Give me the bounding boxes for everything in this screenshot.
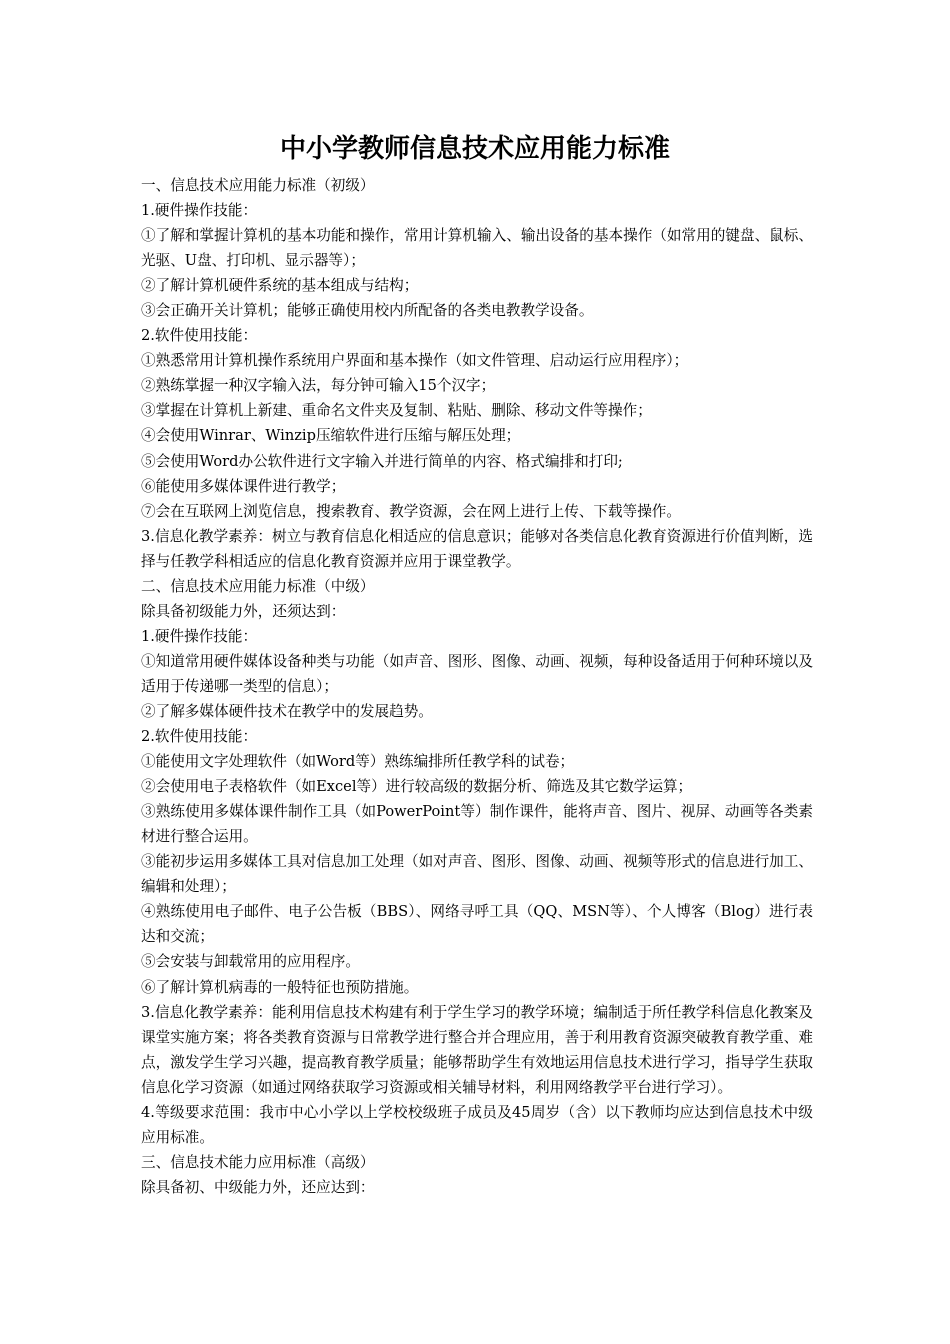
- paragraph: 3.信息化教学素养：树立与教育信息化相适应的信息意识；能够对各类信息化教育资源进行价值判断，选择与任教学科相适应的信息化教育资源并应用于课堂教学。: [141, 527, 813, 570]
- subsection-heading: 1.硬件操作技能：: [141, 627, 258, 645]
- list-item: ①能使用文字处理软件（如Word等）熟练编排所任教学科的试卷；: [141, 753, 575, 771]
- document-body: [141, 173, 813, 1200]
- list-item: ④熟练使用电子邮件、电子公告板（BBS）、网络寻呼工具（QQ、MSN等）、个人博客（Blog）进行表达和交流；: [141, 903, 813, 946]
- section-heading: 二、信息技术应用能力标准（中级）: [141, 577, 375, 595]
- list-item: ①知道常用硬件媒体设备种类与功能（如声音、图形、图像、动画、视频，每种设备适用于何种环境以及适用于传递哪一类型的信息）；: [141, 652, 813, 695]
- list-item: ③熟练使用多媒体课件制作工具（如PowerPoint等）制作课件，能将声音、图片、视屏、动画等各类素材进行整合运用。: [141, 803, 813, 846]
- list-item: ③能初步运用多媒体工具对信息加工处理（如对声音、图形、图像、动画、视频等形式的信息进行加工、编辑和处理）；: [141, 853, 813, 896]
- list-item: ④会使用Winrar、Winzip压缩软件进行压缩与解压处理；: [141, 427, 521, 445]
- list-item: ①熟悉常用计算机操作系统用户界面和基本操作（如文件管理、启动运行应用程序）；: [141, 352, 689, 370]
- list-item: ⑤会安装与卸载常用的应用程序。: [141, 953, 360, 971]
- list-item: ⑦会在互联网上浏览信息，搜索教育、教学资源，会在网上进行上传、下载等操作。: [141, 502, 681, 520]
- list-item: ⑤会使用Word办公软件进行文字输入并进行简单的内容、格式编排和打印;: [141, 452, 623, 470]
- list-item: ③掌握在计算机上新建、重命名文件夹及复制、粘贴、删除、移动文件等操作；: [141, 402, 652, 420]
- list-item: ⑥能使用多媒体课件进行教学；: [141, 477, 346, 495]
- paragraph: 除具备初级能力外，还须达到：: [141, 602, 346, 620]
- section-heading: 三、信息技术能力应用标准（高级）: [141, 1153, 375, 1171]
- document-title: 中小学教师信息技术应用能力标准: [279, 134, 670, 164]
- section-heading: 一、信息技术应用能力标准（初级）: [141, 177, 375, 194]
- list-item: ②了解多媒体硬件技术在教学中的发展趋势。: [141, 702, 433, 720]
- list-item: ②会使用电子表格软件（如Excel等）进行较高级的数据分析、筛选及其它数学运算；: [141, 778, 693, 796]
- list-item: ②熟练掌握一种汉字输入法，每分钟可输入15个汉字；: [141, 377, 496, 395]
- list-item: ③会正确开关计算机；能够正确使用校内所配备的各类电教教学设备。: [141, 302, 594, 320]
- subsection-heading: 2.软件使用技能：: [141, 728, 258, 746]
- list-item: ⑥了解计算机病毒的一般特征也预防措施。: [141, 978, 419, 996]
- list-item: ①了解和掌握计算机的基本功能和操作，常用计算机输入、输出设备的基本操作（如常用的键盘、鼠标、光驱、U盘、打印机、显示器等）；: [141, 227, 813, 270]
- paragraph: 除具备初、中级能力外，还应达到：: [141, 1178, 375, 1196]
- subsection-heading: 2.软件使用技能：: [141, 327, 258, 345]
- paragraph: 3.信息化教学素养：能利用信息技术构建有利于学生学习的教学环境；编制适于所任教学科信息化教案及课堂实施方案；将各类教育资源与日常教学进行整合并合理应用，善于利用教育资源突破教育教学重、难点，激发学生学习兴趣，提高教育教学质量；能够帮助学生有效地运用信息技术进行学习，指导学生获取信息化学习资源（如通过网络获取学习资源或相关辅导材料，利用网络教学平台进行学习）。: [141, 1003, 813, 1096]
- list-item: ②了解计算机硬件系统的基本组成与结构；: [141, 277, 419, 295]
- subsection-heading: 1.硬件操作技能：: [141, 202, 258, 220]
- paragraph: 4.等级要求范围：我市中心小学以上学校校级班子成员及45周岁（含）以下教师均应达到信息技术中级应用标准。: [141, 1103, 813, 1146]
